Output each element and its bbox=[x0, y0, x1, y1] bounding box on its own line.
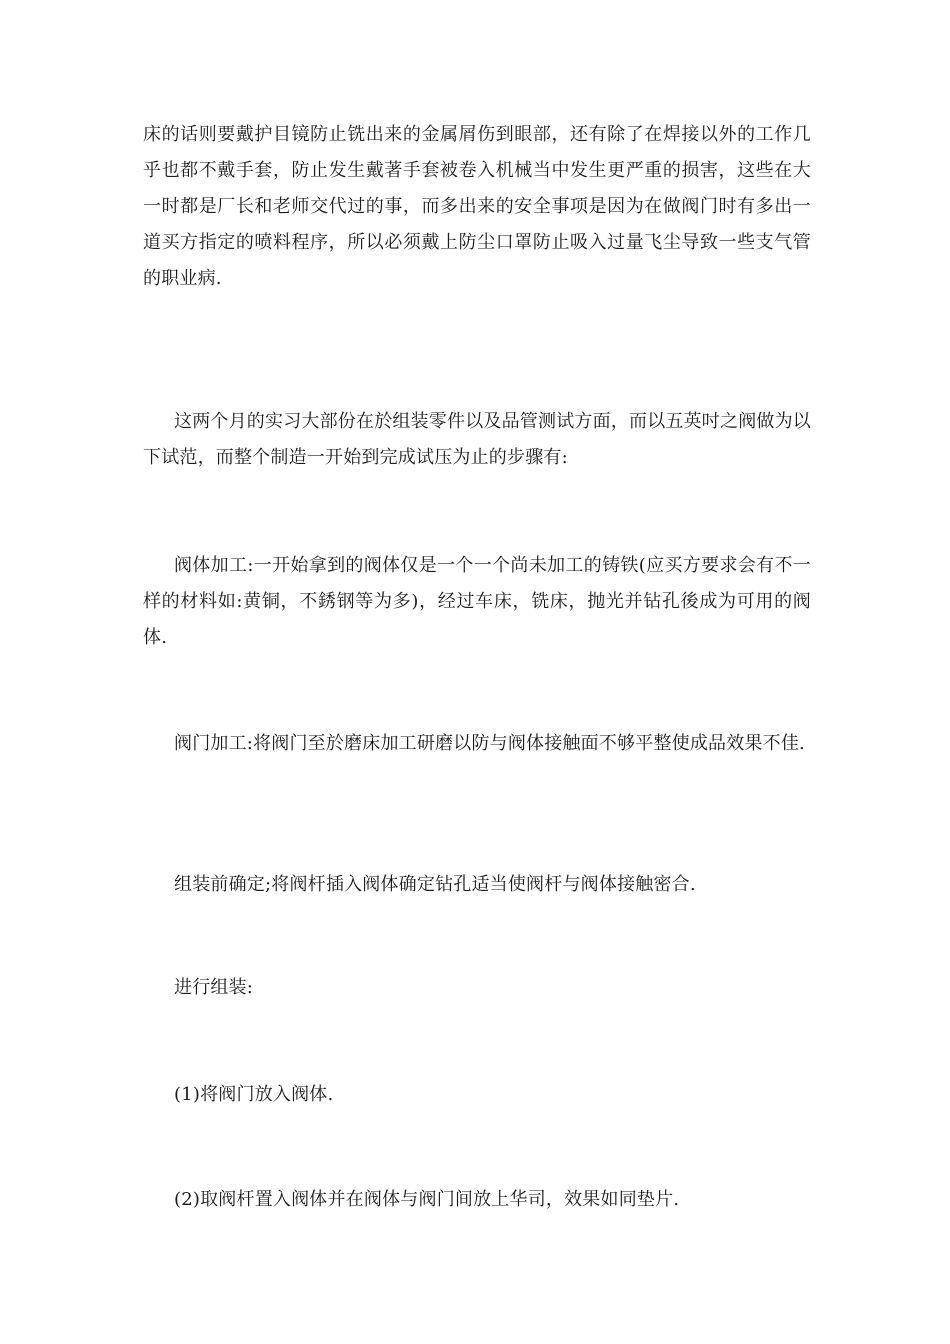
paragraph-valve-door-machining: 阀门加工:将阀门至於磨床加工研磨以防与阀体接触面不够平整使成品效果不佳. bbox=[174, 733, 805, 754]
paragraph-safety-continuation: 床的话则要戴护目镜防止铣出来的金属屑伤到眼部，还有除了在焊接以外的工作几乎也都不戴手套，防止发生戴著手套被卷入机械当中发生更严重的损害，这些在大一时都是厂长和老师交代过的事，而多出来的安全事项是因为在做阀门时有多出一道买方指定的喷料程序，所以必须戴上防尘口罩防止吸入过量飞尘导致一些支气管的职业病. bbox=[143, 124, 811, 289]
paragraph-assembly-heading: 进行组装: bbox=[174, 977, 254, 998]
paragraph-internship-overview: 这两个月的实习大部份在於组装零件以及品管测试方面，而以五英吋之阀做为以下试范，而整个制造一开始到完成试压为止的步骤有: bbox=[143, 411, 811, 468]
paragraph-pre-assembly-check: 组装前确定;将阀杆插入阀体确定钻孔适当使阀杆与阀体接触密合. bbox=[174, 874, 696, 895]
paragraph-assembly-step-2: (2)取阀杆置入阀体并在阀体与阀门间放上华司，效果如同垫片. bbox=[174, 1189, 680, 1210]
paragraph-valve-body-machining: 阀体加工:一开始拿到的阀体仅是一个一个尚未加工的铸铁(应买方要求会有不一样的材料如:黄铜，不銹钢等为多)，经过车床，铣床，抛光并钻孔後成为可用的阀体. bbox=[143, 555, 811, 648]
paragraph-assembly-step-1: (1)将阀门放入阀体. bbox=[174, 1084, 334, 1105]
